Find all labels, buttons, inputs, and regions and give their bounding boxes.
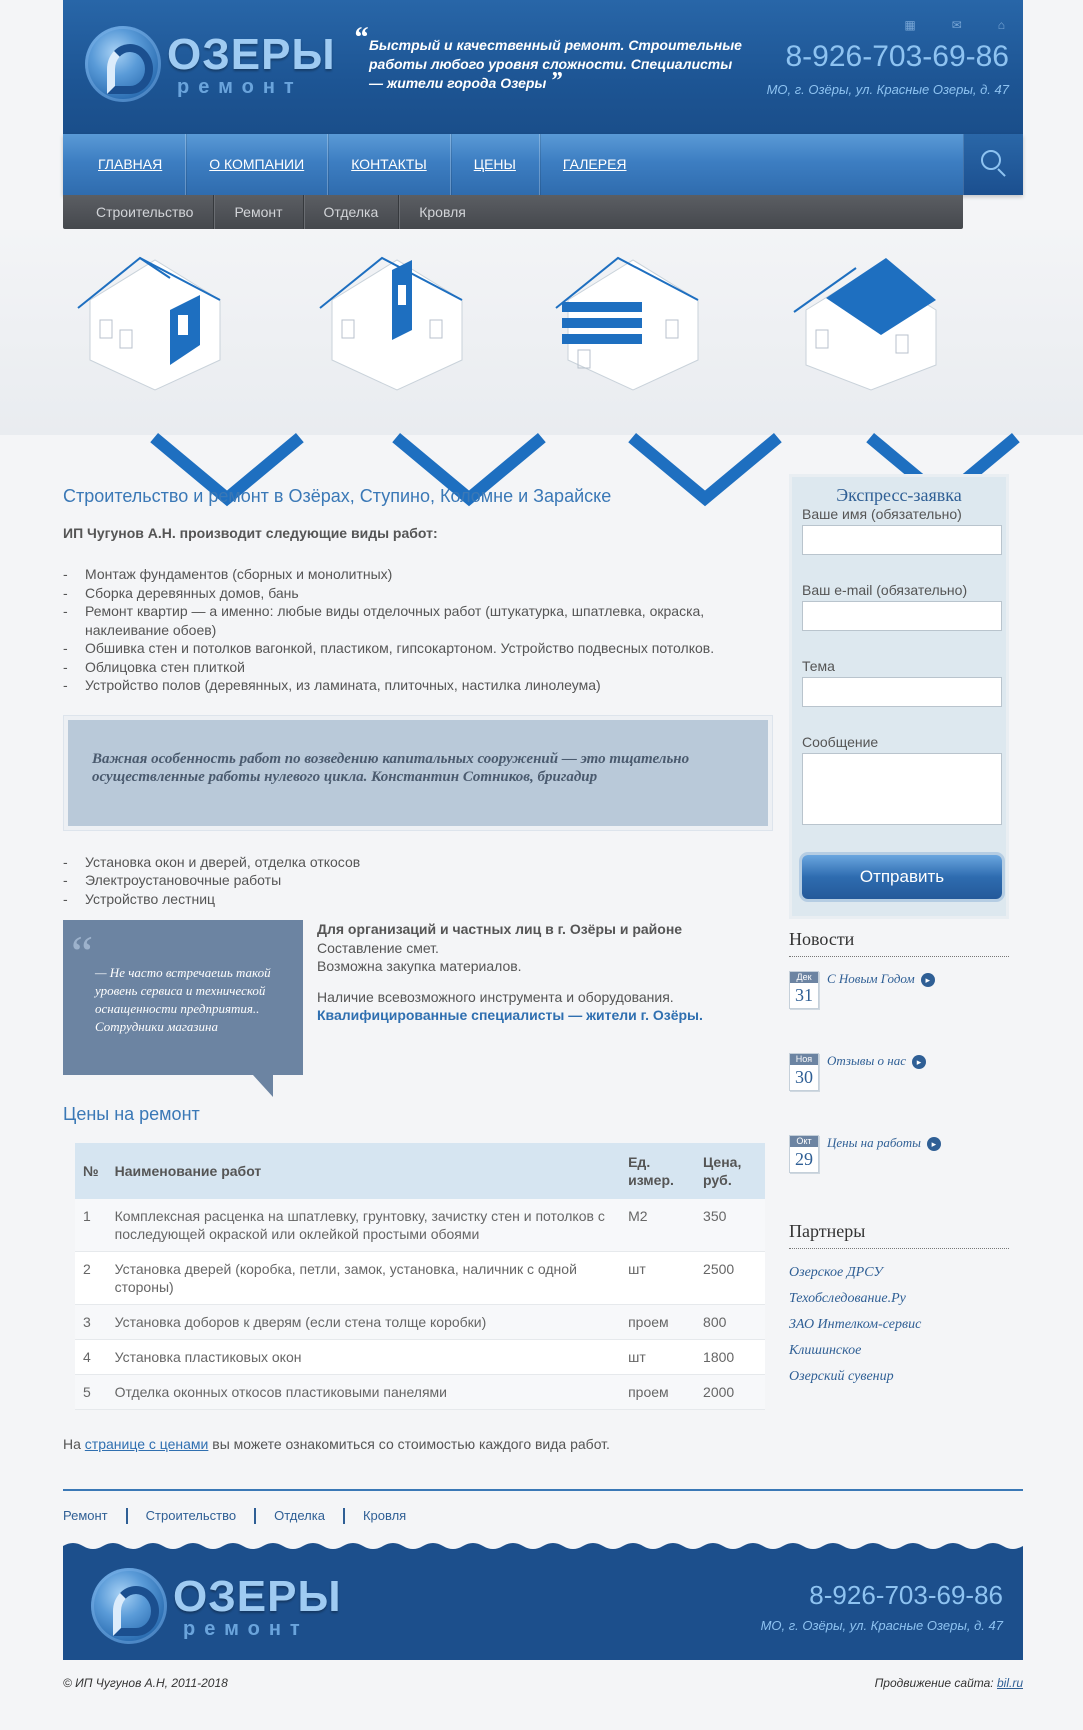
search-icon [981,150,1001,170]
quote-marks-icon: “ [71,925,94,981]
subject-label: Тема [802,658,835,674]
subnav-item-construction[interactable]: Строительство [63,195,214,229]
partner-link[interactable]: Озерский сувенир [789,1369,894,1384]
price-note [63,1436,773,1452]
cell: шт [620,1252,695,1305]
news-link[interactable] [827,1135,941,1151]
open-quote-icon: “ [353,21,368,54]
search-icon-handle [997,168,1005,176]
works-list-2 [63,853,773,909]
footer-divider [63,1489,1023,1491]
column-header: Наименование работ [107,1143,620,1199]
table-row [75,1252,765,1305]
price-table [75,1143,765,1410]
sitemap-icon[interactable]: ▦ [904,18,916,32]
table-row [75,1199,765,1252]
prices-title: Цены на ремонт [63,1104,200,1124]
footer-phone: 8-926-703-69-86 [809,1580,1003,1610]
cell: 800 [695,1305,765,1340]
footer-address: МО, г. Озёры, ул. Красные Озеры, д. 47 [760,1618,1003,1633]
table-row [75,1340,765,1375]
list-item: - Облицовка стен плиткой [63,658,773,677]
cell: 1800 [695,1340,765,1375]
news-link[interactable] [827,1053,926,1069]
table-row [75,1375,765,1410]
list-item: - Устройство лестниц [63,890,773,909]
news-item [789,1135,1009,1203]
prices-page-link[interactable]: странице с ценами [84,1436,209,1452]
header-slogan [353,21,749,94]
column-header: Ед. измер. [620,1143,695,1199]
cell: шт [620,1340,695,1375]
review-bubble [63,920,303,1075]
arrow-right-icon: ▸ [927,1137,941,1151]
footer-link-roofing[interactable]: Кровля [362,1508,407,1523]
site-logo[interactable] [85,24,336,104]
review-bubble-tail [253,1075,273,1097]
cell: проем [620,1375,695,1410]
cell: 5 [75,1375,107,1410]
nav-item-gallery[interactable]: ГАЛЕРЕЯ [562,156,627,172]
email-field[interactable] [802,601,1002,631]
partner-link[interactable]: Техобследование.Ру [789,1291,906,1306]
list-item: - Устройство полов (деревянных, из ламината, плиточных, настилка линолеума) [63,676,773,695]
list-item: - Сборка деревянных домов, бань [63,584,773,603]
header-address: МО, г. Озёры, ул. Красные Озеры, д. 47 [766,82,1009,97]
news-title: Новости [789,929,1009,957]
services-banner [0,230,1083,435]
promo-link[interactable]: bil.ru [996,1676,1023,1690]
subnav-item-repair[interactable]: Ремонт [214,195,303,229]
news-link-label: Отзывы о нас [827,1053,906,1068]
price-note-after: вы можете ознакомиться со стоимостью каждого вида работ. [212,1436,610,1452]
cell: Отделка оконных откосов пластиковыми панелями [107,1375,620,1410]
quote-block [63,715,773,831]
news-item [789,1053,1009,1121]
house-door-icon[interactable] [312,240,482,400]
logo-subtitle: ремонт [177,76,303,98]
house-wall-icon[interactable] [70,240,240,400]
list-item: - Ремонт квартир — а именно: любые виды отделочных работ (штукатурка, шпатлевка, окраска, наклеивание обоев) [63,602,773,639]
header-icons [904,18,1005,32]
promo-text: Продвижение сайта: [874,1676,994,1690]
footer-logo[interactable] [91,1566,342,1646]
search-button[interactable] [963,134,1023,195]
nav-item-contacts[interactable]: КОНТАКТЫ [328,134,451,195]
nav-item-about[interactable]: О КОМПАНИИ [186,134,328,195]
footer-link-finishing[interactable]: Отделка [256,1508,345,1524]
close-quote-icon: ” [550,68,563,94]
footer-banner [63,1540,1023,1660]
org-line: Составление смет. [317,939,439,956]
sub-nav [63,195,963,229]
org-heading: Для организаций и частных лиц в г. Озёры и районе [317,921,683,937]
copyright: © ИП Чугунов А.Н, 2011-2018 [63,1676,228,1690]
express-title: Экспресс-заявка [836,485,962,505]
works-list [63,565,773,695]
logo-name: ОЗЕРЫ [167,30,336,79]
nav-item-prices[interactable]: ЦЕНЫ [451,134,540,195]
org-line: Возможна закупка материалов. [317,958,522,974]
cell: Комплексная расценка на шпатлевку, грунтовку, зачистку стен и потолков с последующей окраской или оклейкой простыми обоями [107,1199,620,1252]
mail-icon[interactable]: ✉ [951,18,962,32]
main-content [63,480,773,1452]
footer-nav [63,1508,424,1524]
cell: 4 [75,1340,107,1375]
footer-link-construction[interactable]: Строительство [128,1508,256,1524]
news-link[interactable] [827,971,935,987]
header-phone: 8-926-703-69-86 [785,40,1009,73]
name-field[interactable] [802,525,1002,555]
table-row [75,1305,765,1340]
list-item: - Электроустановочные работы [63,871,773,890]
calendar-icon [789,971,819,1009]
logo-emblem-icon [91,1568,167,1644]
partner-link[interactable]: Клишинское [789,1343,862,1358]
cell: Установка дверей (коробка, петли, замок, установка, наличник с одной стороны) [107,1252,620,1305]
news-day: 29 [795,1149,813,1169]
price-note-before: На [63,1436,81,1452]
arrow-right-icon: ▸ [921,973,935,987]
list-item: - Установка окон и дверей, отделка откосов [63,853,773,872]
partner-link[interactable]: ЗАО Интелком-сервис [789,1317,922,1332]
org-info [317,920,767,1025]
main-nav [63,134,1023,195]
site-header [63,0,1023,135]
lead-text: ИП Чугунов А.Н. производит следующие виды работ: [63,525,438,541]
org-line: Наличие всевозможного инструмента и оборудования. [317,988,674,1005]
news-item [789,971,1009,1039]
news-month: Дек [790,972,818,983]
news-month: Окт [790,1136,818,1147]
home-icon[interactable]: ⌂ [997,18,1005,32]
org-highlight: Квалифицированные специалисты — жители г. Озёры. [317,1007,703,1023]
news-link-label: С Новым Годом [827,971,915,986]
partners-title: Партнеры [789,1221,1009,1249]
list-item: - Монтаж фундаментов (сборных и монолитных) [63,565,773,584]
list-item: - Обшивка стен и потолков вагонкой, пластиком, гипсокартоном. Устройство подвесных потолков. [63,639,773,658]
calendar-icon [789,1135,819,1173]
page-title: Строительство и ремонт в Озёрах, Ступино, Коломне и Зарайске [63,486,612,506]
house-facade-icon[interactable] [548,240,718,400]
subnav-item-roofing[interactable]: Кровля [419,204,466,220]
footer-link-repair[interactable]: Ремонт [63,1508,128,1524]
cell: 3 [75,1305,107,1340]
subnav-item-finishing[interactable]: Отделка [304,195,400,229]
arrow-right-icon: ▸ [912,1055,926,1069]
cell: М2 [620,1199,695,1252]
cell: 2000 [695,1375,765,1410]
promo [875,1676,1023,1690]
cell: 350 [695,1199,765,1252]
news-month: Ноя [790,1054,818,1065]
column-header: Цена, руб. [695,1143,765,1199]
subject-field[interactable] [802,677,1002,707]
column-header: № [75,1143,107,1199]
logo-subtitle: ремонт [183,1618,309,1640]
cell: проем [620,1305,695,1340]
cell: Установка доборов к дверям (если стена толще коробки) [107,1305,620,1340]
nav-item-home[interactable]: ГЛАВНАЯ [63,134,186,195]
calendar-icon [789,1053,819,1091]
message-label: Сообщение [802,734,879,750]
cell: Установка пластиковых окон [107,1340,620,1375]
email-label: Ваш e-mail (обязательно) [802,582,968,598]
logo-emblem-icon [85,26,161,102]
message-field[interactable] [802,753,1002,825]
cell: 2 [75,1252,107,1305]
house-roof-icon[interactable] [786,240,956,400]
submit-button[interactable]: Отправить [802,855,1002,899]
partner-link[interactable]: Озерское ДРСУ [789,1265,883,1280]
news-link-label: Цены на работы [827,1135,921,1150]
logo-name: ОЗЕРЫ [173,1572,342,1621]
wave-decoration [63,1540,1023,1552]
review-text: — Не часто встречаешь такой уровень сервиса и технической оснащенности предприятия.. Сотрудники магазина [95,965,271,1034]
sidebar [789,474,1009,1385]
quote-text: Важная особенность работ по возведению капитальных сооружений — это тщательно осуществленные работы нулевого цикла. Константин Сотников, бригадир [92,750,690,785]
express-form [789,474,1009,919]
slogan-text: Быстрый и качественный ремонт. Строительные работы любого уровня сложности. Специалисты — жители города Озеры [369,37,742,91]
name-label: Ваше имя (обязательно) [802,506,962,522]
cell: 2500 [695,1252,765,1305]
news-day: 30 [795,1067,813,1087]
cell: 1 [75,1199,107,1252]
news-day: 31 [795,985,813,1005]
